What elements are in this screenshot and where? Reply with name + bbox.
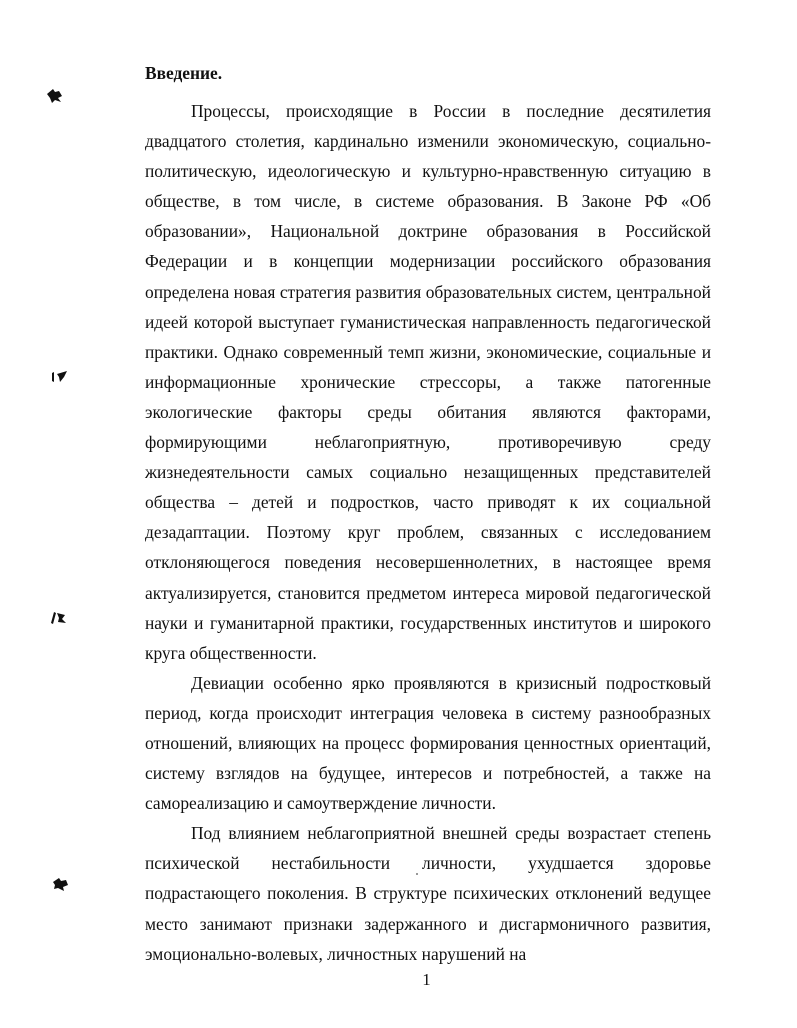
paragraph-1: Процессы, происходящие в России в последние десятилетия двадцатого столетия, кардинально изменили экономическую, социально-политическую, идеологическую и культурно-нравственную ситуацию в обществе, в том числе, в системе образования. В Законе РФ «Об образовании», Национальной доктрине образования в Российской Федерации и в концепции модернизации российского образования определена новая стратегия развития образовательных систем, центральной идеей которой выступает гуманистическая направленность педагогической практики. Однако современный темп жизни, экономические, социальные и информационные хронические стрессоры, а также патогенные экологические факторы среды обитания являются факторами, формирующими неблагоприятную, противоречивую среду жизнедеятельности самых социально незащищенных представителей общества – детей и подростков, часто приводят к их социальной дезадаптации. Поэтому круг проблем, связанных с исследованием отклоняющегося поведения несовершеннолетних, в настоящее время актуализируется, становится предметом интереса мировой педагогической науки и гуманитарной практики, государственных институтов и широкого круга общественности. [145,101,711,663]
binding-hole-mark-icon [51,369,69,385]
paragraph-3: Под влиянием неблагоприятной внешней среды возрастает степень психической нестабильности личности, ухудшается здоровье подрастающего поколения. В структуре психических отклонений ведущее место занимают признаки задержанного и дисгармоничного развития, эмоционально-волевых, личностных нарушений на [145,823,711,964]
document-body [145,58,711,969]
page-number: 1 [422,970,431,989]
binding-hole-mark-icon [51,876,69,892]
paragraph-2: Девиации особенно ярко проявляются в кризисный подростковый период, когда происходит интеграция человека в систему разнообразных отношений, влияющих на процесс формирования ценностных ориентаций, систему взглядов на будущее, интересов и потребностей, а также на самореализацию и самоутверждение личности. [145,672,711,814]
binding-hole-mark-icon [46,88,64,104]
binding-hole-mark-icon [50,610,68,626]
section-heading: Введение. [145,63,223,83]
